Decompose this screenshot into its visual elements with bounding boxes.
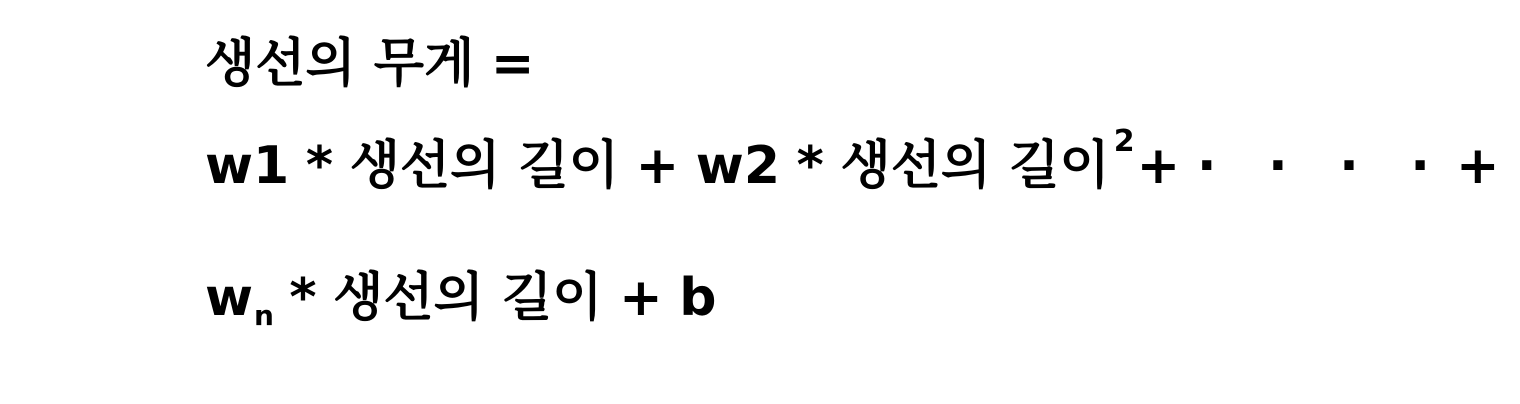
formula-line-1 — [205, 34, 535, 94]
weight-w1: w1 — [205, 136, 290, 196]
bias-b: b — [679, 268, 717, 328]
plus-sign: + — [619, 268, 663, 328]
equals-sign: = — [490, 34, 535, 94]
multiply-sign: * — [289, 268, 317, 328]
lhs-fish-weight: 생선의 무게 — [205, 34, 475, 94]
plus-sign: + — [1136, 136, 1181, 196]
multiply-sign: * — [305, 136, 334, 196]
formula-line-2 — [205, 124, 1500, 196]
term-fish-length-squared: 생선의 길이 — [840, 136, 1110, 196]
term-fish-length: 생선의 길이 — [349, 136, 619, 196]
term-fish-length: 생선의 길이 — [333, 268, 603, 328]
weight-wn — [205, 268, 280, 332]
plus-sign: + — [1455, 136, 1500, 196]
weight-subscript-n: n — [254, 299, 274, 332]
multiply-sign: * — [796, 136, 824, 196]
ellipsis: · · · · — [1196, 136, 1447, 196]
weight-w-base: w — [205, 268, 254, 328]
weight-w2: w2 — [695, 136, 781, 196]
plus-sign: + — [635, 136, 680, 196]
exponent-superscript: 2 — [1113, 124, 1135, 159]
formula-line-3 — [205, 268, 717, 332]
